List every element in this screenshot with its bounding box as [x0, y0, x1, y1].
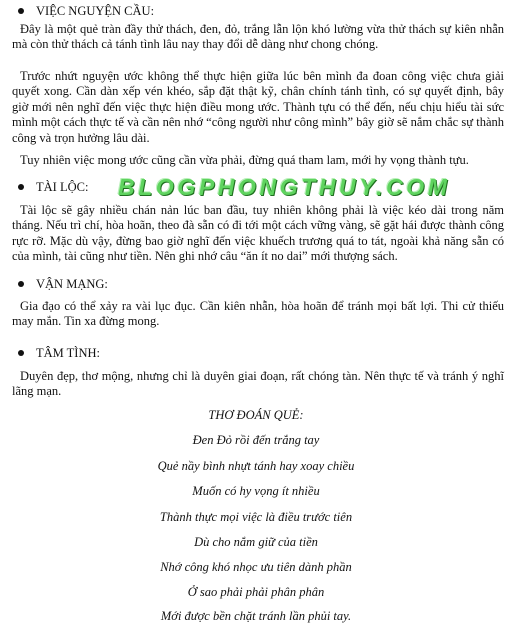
- heading-text: TÂM TÌNH:: [36, 346, 101, 360]
- bullet-icon: [18, 281, 24, 287]
- poem-line: Thành thực mọi việc là điều trước tiên: [159, 510, 353, 524]
- paragraph: Tuy nhiên việc mong ước cũng cần vừa phải, đừng quá tham lam, mới hy vọng thành tựu.: [20, 153, 469, 167]
- section-heading-van-mang: [18, 275, 108, 293]
- poem-line: Dù cho nắm giữ của tiền: [194, 535, 318, 549]
- watermark-logo: BLOGPHONGTHUY.COM: [118, 174, 451, 200]
- poem-line: Mới được bền chặt tránh lần phủi tay.: [160, 609, 352, 623]
- poem-line: Nhớ công khó nhọc ưu tiên dành phần: [160, 560, 352, 574]
- bullet-icon: [18, 350, 24, 356]
- section-heading-tai-loc: [18, 178, 88, 196]
- paragraph: Gia đạo có thể xảy ra vài lục đục. Cần kiên nhẫn, hòa hoãn để tránh mọi bất lợi. Thi cử thiếu may mắn. Tin xa đừng mong.: [12, 299, 504, 329]
- poem-line: Quẻ nầy bình nhựt tánh hay xoay chiều: [157, 459, 355, 473]
- paragraph: Tài lộc sẽ gây nhiều chán nản lúc ban đầu, tuy nhiên không phải là việc kéo dài trong năm tháng. Nếu trì chí, hòa hoãn, theo đà sẵn có đi tới một cách vững vàng, sẽ gặt hái được thành công rực rỡ. Mặc dù vậy, đừng bao giờ nghĩ đến việc khuếch trương quá to tát, ngoài khả năng sẵn có của mình, tài cũng như tiền. Nên ghi nhớ câu “ăn ít no dai” mới thượng sách.: [12, 203, 504, 264]
- section-heading-tam-tinh: [18, 344, 100, 362]
- poem-line: Ở sao phải phải phân phân: [187, 585, 325, 599]
- poem-line: Đen Đỏ rồi đến trắng tay: [192, 433, 320, 447]
- section-heading-viec-nguyen-cau: [18, 2, 154, 20]
- heading-text: VIỆC NGUYỆN CẦU:: [36, 4, 155, 18]
- poem-line: Muốn có hy vọng ít nhiều: [192, 484, 320, 498]
- bullet-icon: [18, 8, 24, 14]
- paragraph: Trước nhứt nguyện ước không thể thực hiện giữa lúc bên mình đa đoan công việc chưa giải quyết xong. Cần dàn xếp vén khéo, sắp đặt thật kỹ, chân chính tánh tình, có sự quyết định, bây giờ mới nên nghĩ đến việc thực hiện điều mong ước. Thành tựu có thể đến, nếu chịu hiểu tài sức mình một cách thực tế và cần nên nhớ “công người như công mình” bây giờ sẽ nắm chắc sự thành công và trọn hưởng lâu dài.: [12, 69, 504, 145]
- heading-text: TÀI LỘC:: [36, 180, 89, 194]
- paragraph: Duyên đẹp, thơ mộng, nhưng chỉ là duyên giai đoạn, rất chóng tàn. Nên thực tế và tránh ý nghĩ lãng mạn.: [12, 369, 504, 399]
- paragraph: Đây là một quẻ tràn đầy thử thách, đen, đỏ, trắng lẫn lộn khó lường vừa thử thách sự kiên nhẫn mà còn thử thách cả tánh tình lâu nay thay đổi dễ dàng như chong chóng.: [12, 22, 504, 52]
- poem-title: THƠ ĐOÁN QUẺ:: [208, 408, 304, 422]
- bullet-icon: [18, 184, 24, 190]
- heading-text: VẬN MẠNG:: [36, 277, 108, 291]
